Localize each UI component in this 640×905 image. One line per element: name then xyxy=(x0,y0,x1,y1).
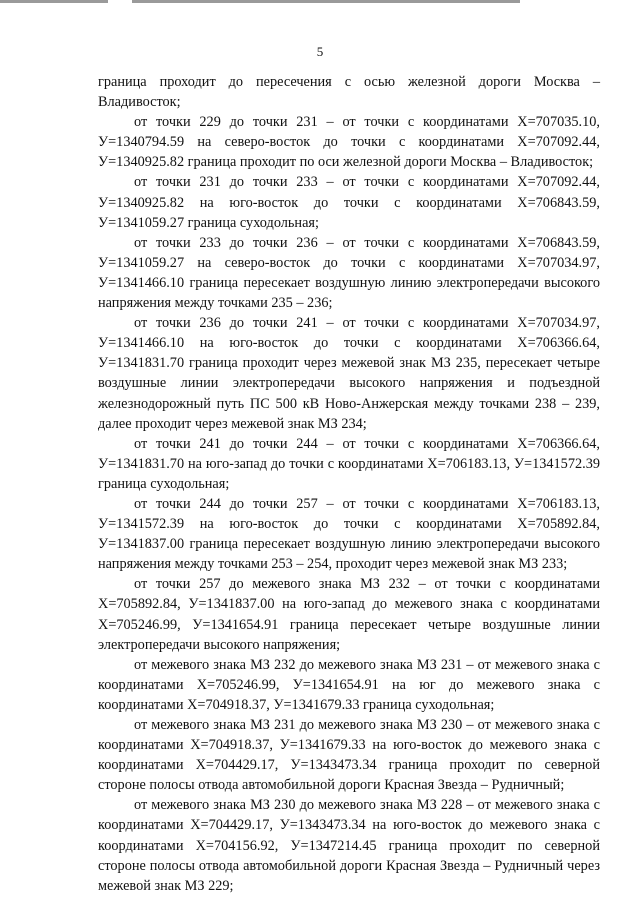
paragraph: от межевого знака МЗ 232 до межевого знака МЗ 231 – от межевого знака с координатами Х=705246.99, У=1341654.91 на юг до межевого знака с координатами Х=704918.37, У=1341679.33 граница суходольная; xyxy=(98,656,600,713)
paragraph: от точки 244 до точки 257 – от точки с координатами Х=706183.13, У=1341572.39 на юго-восток до точки с координатами Х=705892.84, У=1341837.00 граница пересекает воздушную линию электропередачи высокого напряжения между точками 253 – 254, проходит через межевой знак МЗ 233; xyxy=(98,495,600,573)
paragraph: от точки 257 до межевого знака МЗ 232 – от точки с координатами Х=705892.84, У=1341837.00 на юго-запад до межевого знака с координатами Х=705246.99, У=1341654.91 граница пересекает четыре воздушные линии электропередачи высокого напряжения; xyxy=(98,576,600,653)
paragraph: от точки 229 до точки 231 – от точки с координатами Х=707035.10, У=1340794.59 на северо-восток до точки с координатами Х=707092.44, У=1340925.82 граница проходит по оси железной дороги Москва – Владивосток; xyxy=(98,114,600,171)
scan-edge-mark xyxy=(132,0,520,3)
paragraph: от межевого знака МЗ 230 до межевого знака МЗ 228 – от межевого знака с координатами Х=704429.17, У=1343473.34 на юго-восток до межевого знака с координатами Х=704156.92, У=1347214.45 граница проходит по северной стороне полосы отвода автомобильной дороги Красная Звезда – Рудничный через межевой знак МЗ 229; xyxy=(98,797,600,894)
paragraph: от точки 241 до точки 244 – от точки с координатами Х=706366.64, У=1341831.70 на юго-запад до точки с координатами Х=706183.13, У=1341572.39 граница суходольная; xyxy=(98,435,600,492)
page-number: 5 xyxy=(316,44,324,59)
paragraph: от межевого знака МЗ 231 до межевого знака МЗ 230 – от межевого знака с координатами Х=704918.37, У=1341679.33 на юго-восток до межевого знака с координатами Х=704429.17, У=1343473.34 граница проходит по северной стороне полосы отвода автомобильной дороги Красная Звезда – Рудничный; xyxy=(98,717,600,794)
paragraph: от точки 236 до точки 241 – от точки с координатами Х=707034.97, У=1341466.10 на юго-восток до точки с координатами Х=706366.64, У=1341831.70 граница проходит через межевой знак МЗ 235, пересекает четыре воздушные линии электропередачи высокого напряжения и подъездной железнодорожный путь ПС 500 кВ Ново-Анжерская между точками 238 – 239, далее проходит через межевой знак МЗ 234; xyxy=(98,315,600,432)
paragraph: от точки 231 до точки 233 – от точки с координатами Х=707092.44, У=1340925.82 на юго-восток до точки с координатами Х=706843.59, У=1341059.27 граница суходольная; xyxy=(98,174,600,231)
paragraph: граница проходит до пересечения с осью железной дороги Москва – Владивосток; xyxy=(98,74,600,111)
document-body xyxy=(98,72,600,896)
scan-edge-mark xyxy=(0,0,108,3)
paragraph: от точки 233 до точки 236 – от точки с координатами Х=706843.59, У=1341059.27 на северо-восток до точки с координатами Х=707034.97, У=1341466.10 граница пересекает воздушную линию электропередачи высокого напряжения между точками 235 – 236; xyxy=(98,234,600,312)
